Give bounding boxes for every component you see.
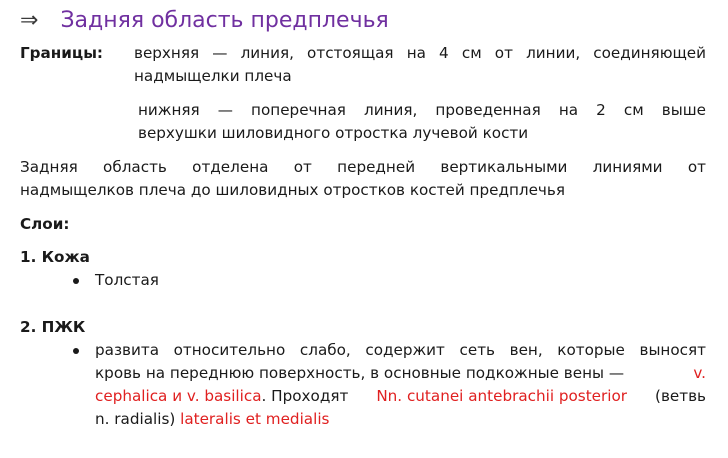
fat-line-3-branch: (ветвь: [655, 387, 706, 405]
fat-line-3-left: [95, 385, 348, 408]
page-heading: [20, 6, 389, 36]
bullet-dot: [73, 348, 79, 354]
upper-border-line-1: верхняя — линия, отстоящая на 4 см от линии, соединяющей: [134, 44, 706, 62]
layers-label: Слои:: [20, 215, 70, 233]
fat-line-2-latin: v.: [693, 364, 706, 382]
fat-bullet-text: [95, 339, 706, 431]
fat-line-2-text: кровь на переднюю поверхность, в основные подкожные вены —: [95, 364, 625, 382]
intro-paragraph: [20, 156, 706, 202]
fat-line-3-pass: . Проходят: [261, 387, 349, 405]
fat-line-4: [95, 408, 706, 431]
fat-line-3-veins: cephalica и v. basilica: [95, 387, 262, 405]
section-skin-title: 1. Кожа: [20, 248, 90, 266]
double-arrow-icon: ⇒: [20, 8, 39, 33]
upper-border-text: [134, 42, 706, 88]
borders-label: Границы:: [20, 44, 103, 62]
upper-border-line-2: надмыщелки плеча: [134, 67, 292, 85]
fat-line-1: развита относительно слабо, содержит сеть вен, которые выносят: [95, 341, 706, 359]
fat-line-2: [95, 362, 706, 385]
section-fat-title: 2. ПЖК: [20, 318, 86, 336]
skin-bullet-line: Толстая: [95, 271, 159, 289]
intro-line-1: Задняя область отделена от передней вертикальными линиями от: [20, 158, 706, 176]
bullet-dot: [73, 278, 79, 284]
fat-line-4-latin: lateralis et medialis: [180, 410, 330, 428]
fat-line-4-radial: n. radialis): [95, 410, 176, 428]
page-title: Задняя область предплечья: [60, 8, 389, 33]
lower-border-line-2: верхушки шиловидного отростка лучевой кости: [138, 124, 529, 142]
fat-line-3-nerves: Nn. cutanei antebrachii posterior: [376, 387, 628, 405]
intro-line-2: надмыщелков плеча до шиловидных отростков костей предплечья: [20, 181, 565, 199]
lower-border-text: [138, 99, 706, 145]
lower-border-line-1: нижняя — поперечная линия, проведенная на 2 см выше: [138, 101, 706, 119]
fat-line-3: [95, 385, 706, 408]
skin-bullet-text: [95, 269, 695, 292]
